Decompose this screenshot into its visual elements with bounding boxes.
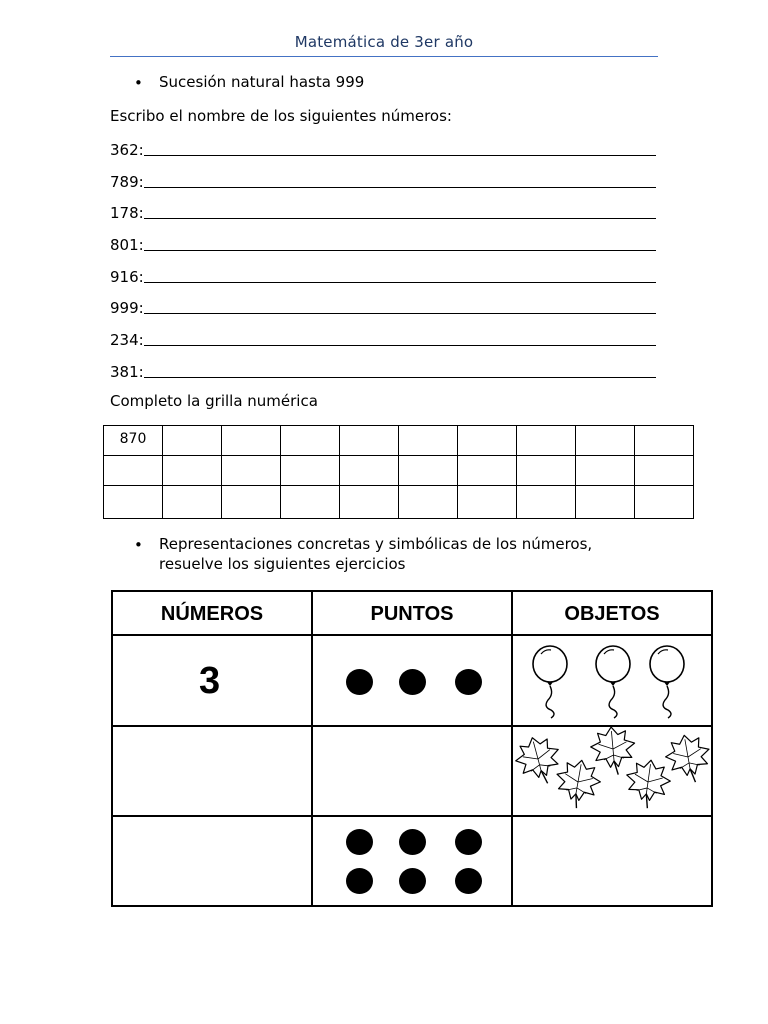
number-label: 999: — [110, 299, 144, 317]
grid-cell[interactable] — [222, 426, 281, 456]
page-header-title: Matemática de 3er año — [294, 33, 474, 51]
answer-line[interactable] — [110, 137, 656, 159]
header-divider — [110, 56, 658, 57]
grid-cell[interactable] — [104, 486, 163, 519]
column-divider — [311, 592, 313, 905]
section-subtitle-representaciones: resuelve los siguientes ejercicios — [159, 555, 406, 573]
dot — [399, 829, 426, 855]
dot — [455, 669, 482, 695]
balloon-icon — [529, 644, 579, 720]
number-label: 916: — [110, 268, 144, 286]
section-title-representaciones: Representaciones concretas y simbólicas de los números, — [159, 535, 593, 553]
section-title-sucesion: Sucesión natural hasta 999 — [159, 73, 365, 91]
grid-cell[interactable] — [635, 426, 694, 456]
balloon-icon — [592, 644, 642, 720]
grid-cell[interactable] — [635, 486, 694, 519]
grid-cell[interactable] — [399, 456, 458, 486]
blank-line[interactable] — [144, 282, 656, 283]
answer-line[interactable] — [110, 200, 656, 222]
number-three: 3 — [199, 660, 221, 702]
dot — [399, 669, 426, 695]
grid-cell[interactable] — [340, 426, 399, 456]
answer-line[interactable] — [110, 327, 656, 349]
grid-cell[interactable] — [458, 426, 517, 456]
header-numeros: NÚMEROS — [160, 602, 264, 625]
dot — [455, 868, 482, 894]
dot — [346, 829, 373, 855]
bullet-marker: • — [134, 74, 143, 92]
dot — [399, 868, 426, 894]
grid-cell[interactable] — [517, 426, 576, 456]
instruction-complete-grid: Completo la grilla numérica — [110, 392, 318, 410]
number-label: 801: — [110, 236, 144, 254]
header-objetos: OBJETOS — [564, 602, 660, 625]
grid-cell[interactable] — [517, 486, 576, 519]
grid-cell[interactable] — [458, 486, 517, 519]
grid-cell[interactable] — [281, 426, 340, 456]
instruction-write-names: Escribo el nombre de los siguientes números: — [110, 107, 452, 125]
grid-cell[interactable] — [399, 426, 458, 456]
representation-table — [111, 590, 713, 907]
grid-cell[interactable] — [576, 456, 635, 486]
number-label: 362: — [110, 141, 144, 159]
grid-cell[interactable] — [281, 456, 340, 486]
bullet-marker: • — [134, 536, 143, 554]
blank-line[interactable] — [144, 155, 656, 156]
grid-cell[interactable] — [163, 486, 222, 519]
answer-line[interactable] — [110, 264, 656, 286]
answer-line[interactable] — [110, 169, 656, 191]
number-label: 234: — [110, 331, 144, 349]
blank-line[interactable] — [144, 313, 656, 314]
grid-cell[interactable] — [517, 456, 576, 486]
dot — [346, 669, 373, 695]
grid-cell[interactable] — [163, 426, 222, 456]
grid-cell[interactable] — [458, 456, 517, 486]
grid-cell[interactable] — [576, 486, 635, 519]
dot — [346, 868, 373, 894]
grid-cell[interactable] — [340, 486, 399, 519]
blank-line[interactable] — [144, 218, 656, 219]
blank-line[interactable] — [144, 187, 656, 188]
number-label: 178: — [110, 204, 144, 222]
grid-cell[interactable] — [163, 456, 222, 486]
number-grid — [103, 425, 694, 519]
grid-cell[interactable] — [281, 486, 340, 519]
balloon-icon — [646, 644, 696, 720]
grid-cell[interactable] — [340, 456, 399, 486]
blank-line[interactable] — [144, 377, 656, 378]
grid-cell[interactable] — [222, 456, 281, 486]
number-label: 381: — [110, 363, 144, 381]
grid-cell[interactable] — [222, 486, 281, 519]
grid-cell[interactable] — [576, 426, 635, 456]
answer-line[interactable] — [110, 359, 656, 381]
answer-line[interactable] — [110, 295, 656, 317]
blank-line[interactable] — [144, 250, 656, 251]
grid-row — [104, 456, 694, 486]
number-label: 789: — [110, 173, 144, 191]
grid-cell[interactable] — [104, 456, 163, 486]
grid-row — [104, 426, 694, 456]
grid-cell[interactable] — [635, 456, 694, 486]
header-puntos: PUNTOS — [370, 602, 454, 625]
grid-cell: 870 — [104, 426, 163, 456]
row-divider — [113, 815, 711, 817]
dot — [455, 829, 482, 855]
grid-cell[interactable] — [399, 486, 458, 519]
blank-line[interactable] — [144, 345, 656, 346]
leaves-illustration — [513, 727, 713, 815]
answer-line[interactable] — [110, 232, 656, 254]
grid-row — [104, 486, 694, 519]
